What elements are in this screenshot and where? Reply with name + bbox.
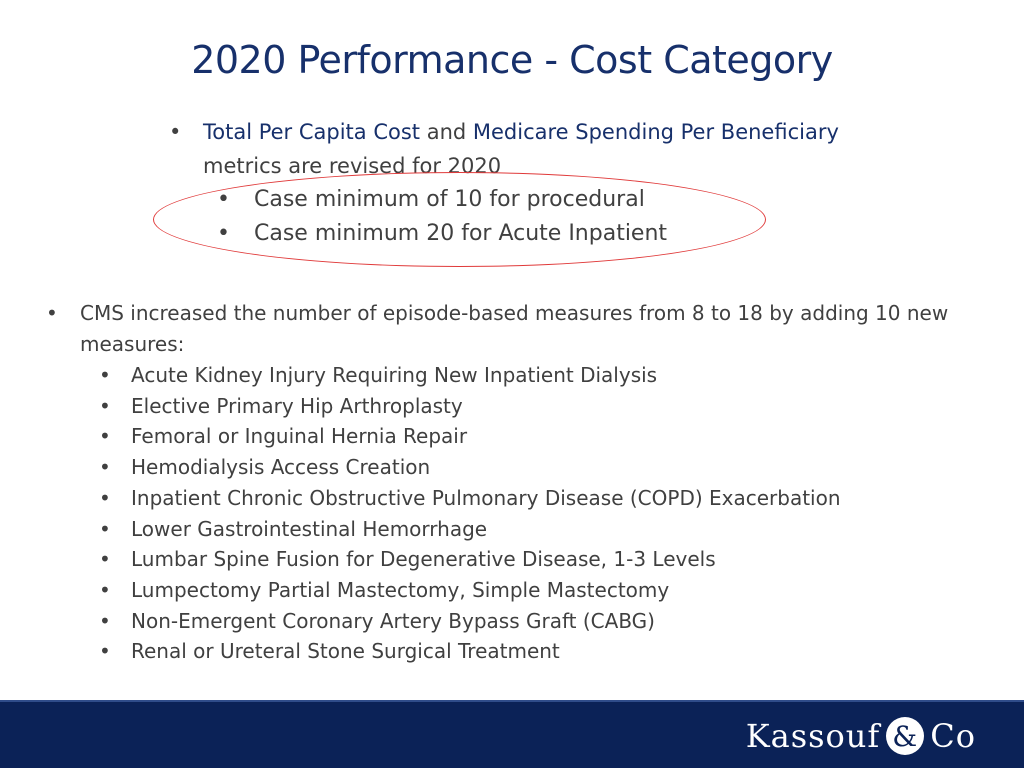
measure-text: Renal or Ureteral Stone Surgical Treatment: [131, 639, 560, 664]
bullet-icon: •: [46, 301, 58, 325]
bullet-icon: •: [99, 547, 111, 572]
list-item-text: Case minimum of 10 for procedural: [254, 187, 645, 212]
measure-text: Lumpectomy Partial Mastectomy, Simple Mastectomy: [131, 577, 670, 602]
bullet-icon: •: [99, 393, 111, 418]
kassouf-logo: [746, 714, 976, 758]
intro-bullet: [169, 115, 923, 183]
intro-rest: metrics are revised for 2020: [203, 154, 502, 178]
list-item: [99, 606, 841, 637]
bullet-icon: •: [169, 120, 182, 144]
term-total-per-capita-cost: Total Per Capita Cost: [203, 120, 421, 144]
measure-text: Elective Primary Hip Arthroplasty: [131, 393, 463, 418]
slide-title: 2020 Performance - Cost Category: [191, 38, 833, 82]
highlight-ellipse: [153, 172, 766, 267]
list-item: [99, 514, 841, 545]
list-item: [99, 544, 841, 575]
bullet-icon: •: [99, 424, 111, 449]
list-item: [99, 636, 841, 667]
measure-text: Non-Emergent Coronary Artery Bypass Graft (CABG): [131, 608, 655, 633]
intro-bullet-list: [169, 115, 923, 183]
bullet-icon: •: [99, 577, 111, 602]
bullet-icon: •: [99, 516, 111, 541]
bullet-icon: •: [217, 221, 230, 246]
bullet-icon: •: [217, 187, 230, 212]
list-item: [99, 452, 841, 483]
bullet-icon: •: [99, 455, 111, 480]
measure-text: Inpatient Chronic Obstructive Pulmonary Disease (COPD) Exacerbation: [131, 485, 841, 510]
measure-text: Femoral or Inguinal Hernia Repair: [131, 424, 468, 449]
intro-joiner: and: [420, 120, 473, 144]
logo-left: Kassouf: [745, 717, 881, 755]
logo-right: Co: [930, 717, 976, 755]
bullet-icon: •: [99, 485, 111, 510]
measure-text: Hemodialysis Access Creation: [131, 455, 431, 480]
bullet-icon: •: [99, 639, 111, 664]
main-bullet: [46, 298, 960, 360]
main-bullet-text: CMS increased the number of episode-based measures from 8 to 18 by adding 10 new measures:: [80, 301, 949, 356]
measure-text: Acute Kidney Injury Requiring New Inpatient Dialysis: [131, 363, 658, 387]
list-item-text: Case minimum 20 for Acute Inpatient: [254, 221, 668, 246]
ampersand-icon: &: [886, 717, 924, 755]
bullet-icon: •: [99, 608, 111, 633]
list-item: [99, 391, 841, 422]
measures-list: [99, 360, 841, 667]
list-item: [99, 360, 841, 391]
measure-text: Lower Gastrointestinal Hemorrhage: [131, 516, 488, 541]
footer-bar: [0, 700, 1024, 768]
measure-text: Lumbar Spine Fusion for Degenerative Disease, 1-3 Levels: [131, 547, 716, 572]
list-item: [99, 575, 841, 606]
bullet-icon: •: [99, 363, 111, 387]
list-item: [99, 483, 841, 514]
list-item: [99, 421, 841, 452]
term-medicare-spending: Medicare Spending Per Beneficiary: [472, 120, 839, 144]
main-bullet-list: [46, 298, 960, 360]
